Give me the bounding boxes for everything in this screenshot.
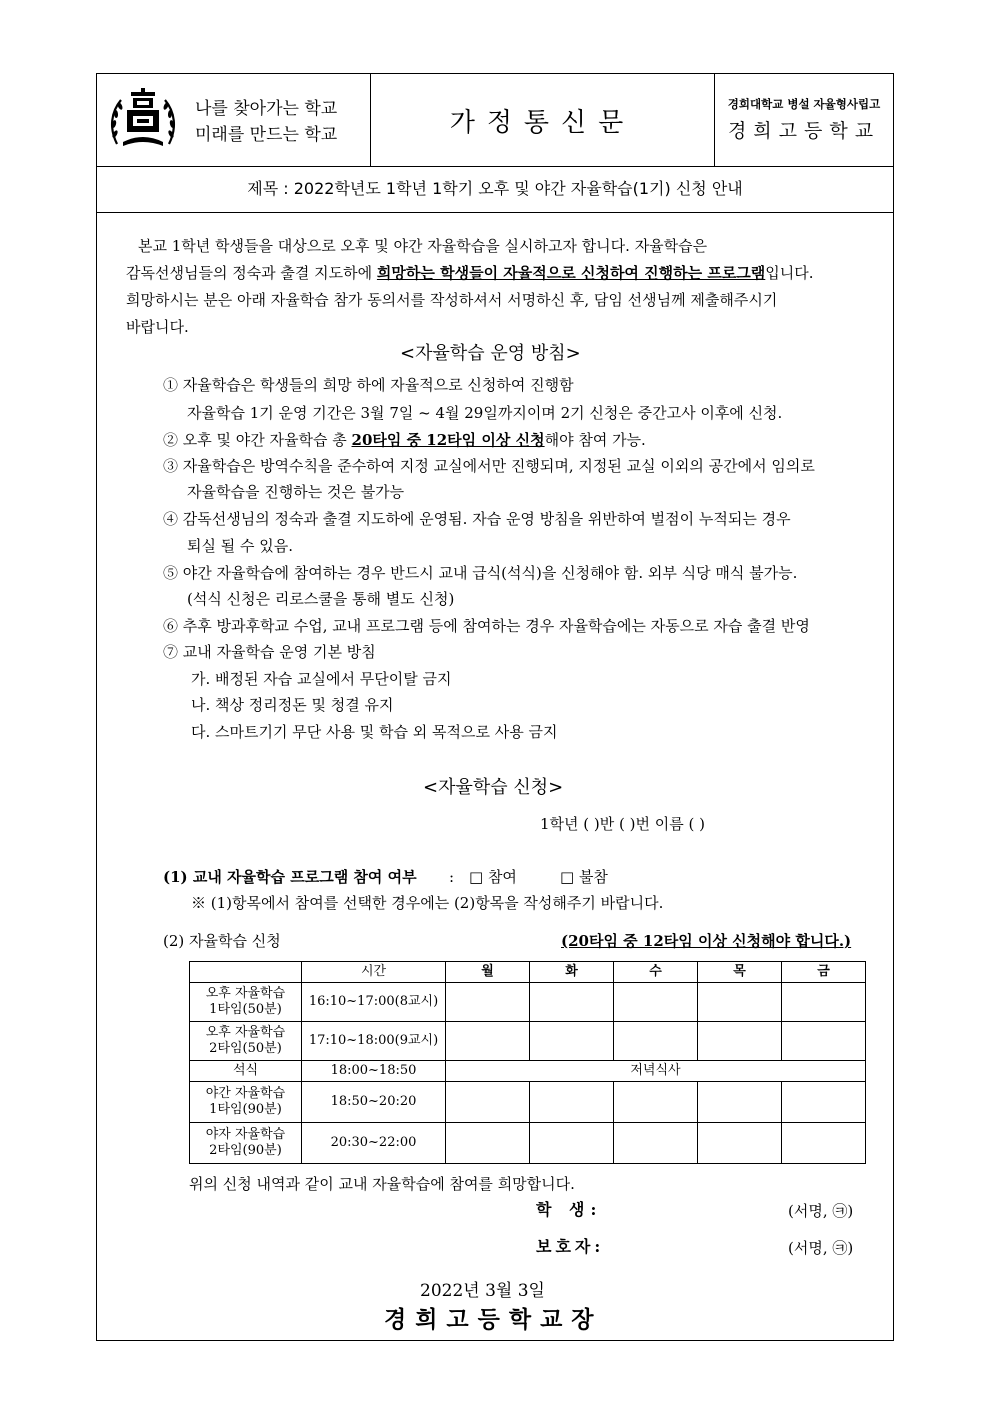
session-name <box>190 983 302 1022</box>
intro-line-2 <box>126 263 814 283</box>
session-name <box>190 1082 302 1123</box>
table-row <box>190 1061 866 1082</box>
principal-name: 경희고등학교장 <box>384 1306 603 1333</box>
student-signature-field[interactable]: (서명, ㉪) <box>788 1202 854 1220</box>
table-row <box>190 1022 866 1061</box>
student-sign-label: 학 생: <box>536 1200 603 1219</box>
tue-slot[interactable] <box>530 1123 614 1164</box>
participation-note: ※ (1)항목에서 참여를 선택한 경우에는 (2)항목을 작성해주기 바랍니다. <box>191 894 664 912</box>
session-duration: 1타임(90분) <box>209 1102 282 1117</box>
session-time: 18:50~20:20 <box>302 1082 446 1123</box>
wed-slot[interactable] <box>614 1123 698 1164</box>
policy-rule-7: ⑦ 교내 자율학습 운영 기본 방침 <box>163 643 376 661</box>
thu-slot[interactable] <box>698 983 782 1022</box>
policy-rule-7-c: 다. 스마트기기 무단 사용 및 학습 외 목적으로 사용 금지 <box>191 723 558 741</box>
slogan-line-1: 나를 찾아가는 학교 <box>195 99 338 119</box>
school-affiliation: 경희대학교 병설 자율형사립고 <box>727 97 881 111</box>
absent-checkbox[interactable]: □ 불참 <box>560 868 608 886</box>
parent-signature-field[interactable]: (서명, ㉪) <box>788 1239 854 1257</box>
student-info-line[interactable]: 1학년 ( )반 ( )번 이름 ( ) <box>540 815 705 833</box>
policy-rule-1: ① 자율학습은 학생들의 희망 하에 자율적으로 신청하여 진행함 <box>163 376 574 394</box>
session-duration: 2타임(50분) <box>209 1041 282 1056</box>
policy-rule-3: ③ 자율학습은 방역수칙을 준수하여 지정 교실에서만 진행되며, 지정된 교실 이외의 공간에서 임의로 <box>163 457 815 475</box>
policy-rule-1-detail: 자율학습 1기 운영 기간은 3월 7일 ~ 4월 29일까지이며 2기 신청은 중간고사 이후에 신청. <box>187 404 783 422</box>
policy-rule-6: ⑥ 추후 방과후학교 수업, 교내 프로그램 등에 참여하는 경우 자율학습에는 자동으로 자습 출결 반영 <box>163 617 810 635</box>
dinner-cell: 저녁식사 <box>446 1061 866 1082</box>
participate-checkbox[interactable]: □ 참여 <box>469 868 517 886</box>
header-fri: 금 <box>782 962 866 983</box>
schedule-table <box>189 961 866 1164</box>
session-name <box>190 1123 302 1164</box>
participation-question: (1) 교내 자율학습 프로그램 참여 여부 <box>163 868 417 886</box>
header-title-cell <box>371 74 715 166</box>
wed-slot[interactable] <box>614 983 698 1022</box>
intro-line-2-end: 입니다. <box>765 264 814 282</box>
intro-line-2-start: 감독선생님들의 정숙과 출결 지도하에 <box>126 264 377 282</box>
intro-line-3: 희망하시는 분은 아래 자율학습 참가 동의서를 작성하셔서 서명하신 후, 담임 선생님께 제출해주시기 <box>126 291 778 309</box>
policy-rule-2 <box>163 430 646 450</box>
thu-slot[interactable] <box>698 1123 782 1164</box>
notice-header <box>97 74 893 167</box>
policy-rule-2-end: 해야 참여 가능. <box>544 431 646 449</box>
session-name-line: 오후 자율학습 <box>205 1025 286 1040</box>
header-mon: 월 <box>446 962 530 983</box>
school-name: 경희고등학교 <box>727 120 881 142</box>
fri-slot[interactable] <box>782 983 866 1022</box>
fri-slot[interactable] <box>782 1123 866 1164</box>
policy-rule-4-detail: 퇴실 될 수 있음. <box>187 537 294 555</box>
tue-slot[interactable] <box>530 1082 614 1123</box>
header-wed: 수 <box>614 962 698 983</box>
issue-date: 2022년 3월 3일 <box>420 1281 545 1301</box>
policy-rule-7-b: 나. 책상 정리정돈 및 청결 유지 <box>191 696 394 714</box>
session-name <box>190 1022 302 1061</box>
mon-slot[interactable] <box>446 983 530 1022</box>
mon-slot[interactable] <box>446 1022 530 1061</box>
schedule-header-row <box>190 962 866 983</box>
tue-slot[interactable] <box>530 983 614 1022</box>
session-name: 석식 <box>190 1061 302 1082</box>
tue-slot[interactable] <box>530 1022 614 1061</box>
header-school-cell <box>715 74 893 166</box>
policy-rule-4: ④ 감독선생님의 정숙과 출결 지도하에 운영됨. 자습 운영 방침을 위반하여 벌점이 누적되는 경우 <box>163 510 791 528</box>
thu-slot[interactable] <box>698 1082 782 1123</box>
wed-slot[interactable] <box>614 1022 698 1061</box>
session-duration: 1타임(50분) <box>209 1002 282 1017</box>
wed-slot[interactable] <box>614 1082 698 1123</box>
table-row <box>190 983 866 1022</box>
session-name-line: 야자 자율학습 <box>205 1127 286 1142</box>
session-name-line: 야간 자율학습 <box>205 1086 286 1101</box>
intro-highlight: 희망하는 학생들이 자율적으로 신청하여 진행하는 프로그램 <box>376 264 766 282</box>
session-duration: 2타임(90분) <box>209 1143 282 1158</box>
mon-slot[interactable] <box>446 1123 530 1164</box>
header-slogan-cell <box>97 74 371 166</box>
session-time: 16:10~17:00(8교시) <box>302 983 446 1022</box>
table-row <box>190 1082 866 1123</box>
session-time: 20:30~22:00 <box>302 1123 446 1164</box>
policy-rule-2-start: ② 오후 및 야간 자율학습 총 <box>163 431 352 449</box>
header-blank-cell <box>190 962 302 983</box>
fri-slot[interactable] <box>782 1082 866 1123</box>
session-time: 17:10~18:00(9교시) <box>302 1022 446 1061</box>
school-emblem-icon <box>107 88 179 150</box>
header-tue: 화 <box>530 962 614 983</box>
parent-sign-label: 보호자: <box>536 1237 605 1256</box>
intro-line-4: 바랍니다. <box>126 318 189 336</box>
header-thu: 목 <box>698 962 782 983</box>
thu-slot[interactable] <box>698 1022 782 1061</box>
session-name-line: 오후 자율학습 <box>205 986 286 1001</box>
policy-rule-7-a: 가. 배정된 자습 교실에서 무단이탈 금지 <box>191 670 452 688</box>
policy-rule-3-detail: 자율학습을 진행하는 것은 불가능 <box>187 483 405 501</box>
school-slogan <box>195 96 337 148</box>
participation-statement: 위의 신청 내역과 같이 교내 자율학습에 참여를 희망합니다. <box>189 1175 575 1193</box>
slogan-line-2: 미래를 만드는 학교 <box>195 125 338 145</box>
intro-line-1: 본교 1학년 학생들을 대상으로 오후 및 야간 자율학습을 실시하고자 합니다. 자율학습은 <box>138 237 708 255</box>
table-row <box>190 1123 866 1164</box>
schedule-requirement-note: (20타임 중 12타임 이상 신청해야 합니다.) <box>561 932 852 950</box>
notice-subject: 제목 : 2022학년도 1학년 1학기 오후 및 야간 자율학습(1기) 신청 안내 <box>97 166 893 213</box>
application-heading: <자율학습 신청> <box>423 777 564 798</box>
session-time: 18:00~18:50 <box>302 1061 446 1082</box>
policy-heading: <자율학습 운영 방침> <box>400 343 581 364</box>
document-title: 가정통신문 <box>449 108 636 138</box>
participation-colon: : <box>449 868 455 886</box>
header-time: 시간 <box>302 962 446 983</box>
policy-rule-5: ⑤ 야간 자율학습에 참여하는 경우 반드시 교내 급식(석식)을 신청해야 함. 외부 식당 매식 불가능. <box>163 564 798 582</box>
mon-slot[interactable] <box>446 1082 530 1123</box>
fri-slot[interactable] <box>782 1022 866 1061</box>
policy-rule-2-highlight: 20타임 중 12타임 이상 신청 <box>351 431 545 449</box>
schedule-section-label: (2) 자율학습 신청 <box>163 932 281 950</box>
policy-rule-5-detail: (석식 신청은 리로스쿨을 통해 별도 신청) <box>187 590 455 608</box>
